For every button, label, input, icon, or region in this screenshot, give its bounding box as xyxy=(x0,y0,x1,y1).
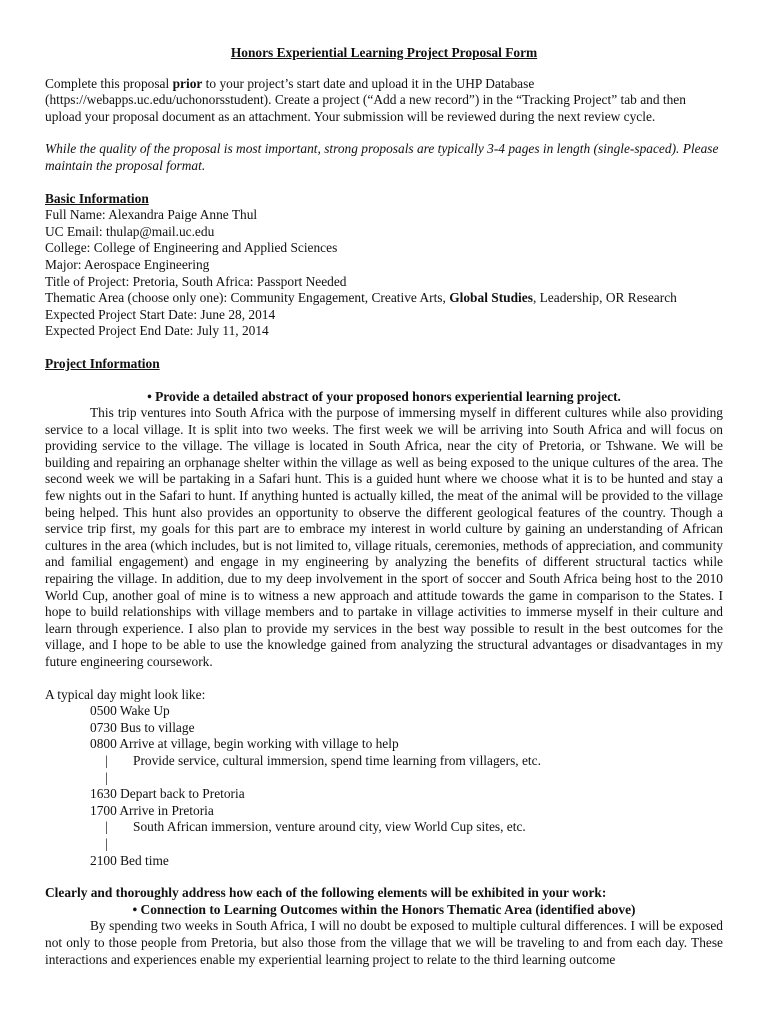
schedule-city-activities xyxy=(90,819,723,836)
form-title: Honors Experiential Learning Project Proposal Form xyxy=(230,45,538,60)
elements-heading: Clearly and thoroughly address how each of the following elements will be exhibited in your work: xyxy=(45,885,607,901)
basic-info-heading: Basic Information xyxy=(45,190,149,206)
connection-text: By spending two weeks in South Africa, I will no doubt be exposed to multiple cultural differences. I will be exposed not only to those people from Pretoria, but also those from the village that we will be traveling to and from each day. These interactions and experiences enable my experiential learning project to relate to the third learning outcome xyxy=(45,918,723,967)
intro-bold-prior: prior xyxy=(172,75,203,91)
start-date: Expected Project Start Date: June 28, 2014 xyxy=(45,306,276,322)
timeline-bar: | xyxy=(105,835,108,851)
schedule-bus: 0730 Bus to village xyxy=(90,719,195,735)
thematic-text-start: Thematic Area (choose only one): Community Engagement, Creative Arts, xyxy=(45,290,450,306)
intro-paragraph xyxy=(45,76,723,126)
college: College: College of Engineering and Applied Sciences xyxy=(45,240,338,256)
project-title: Title of Project: Pretoria, South Africa: Passport Needed xyxy=(45,273,347,289)
schedule-intro: A typical day might look like: xyxy=(45,686,206,702)
abstract-prompt: • Provide a detailed abstract of your proposed honors experiential learning project. xyxy=(147,388,621,404)
connection-heading: • Connection to Learning Outcomes within the Honors Thematic Area (identified above) xyxy=(132,901,636,917)
timeline-bar: | xyxy=(105,752,108,768)
schedule-village-activities xyxy=(90,753,723,770)
timeline-bar: | xyxy=(105,769,108,785)
daily-schedule xyxy=(45,703,723,869)
thematic-text-end: , Leadership, OR Research xyxy=(532,290,677,306)
project-info-heading: Project Information xyxy=(45,355,160,371)
timeline-bar: | xyxy=(105,819,108,835)
thematic-area xyxy=(45,290,723,307)
schedule-bed: 2100 Bed time xyxy=(90,852,169,868)
major: Major: Aerospace Engineering xyxy=(45,256,210,272)
intro-text-end: to your project’s start date and upload it in the UHP Database (https://webapps.uc.edu/uchonorsstudent). Create a project (“Add a new record”) in the “Tracking Project” tab and then upload your proposal document as an attachment. Your submission will be reviewed during the next review cycle. xyxy=(45,75,686,124)
length-note: While the quality of the proposal is most important, strong proposals are typically 3-4 pages in length (single-spaced). Please maintain the proposal format. xyxy=(45,141,719,173)
schedule-wake: 0500 Wake Up xyxy=(90,703,170,719)
full-name: Full Name: Alexandra Paige Anne Thul xyxy=(45,207,258,223)
schedule-immersion-text: South African immersion, venture around city, view World Cup sites, etc. xyxy=(133,819,526,835)
schedule-depart: 1630 Depart back to Pretoria xyxy=(90,786,245,802)
end-date: Expected Project End Date: July 11, 2014 xyxy=(45,323,269,339)
intro-text-start: Complete this proposal xyxy=(45,75,173,91)
abstract-text: This trip ventures into South Africa with the purpose of immersing myself in different cultures while also providing service to a local village. It is split into two weeks. The first week we will be arriving into South Africa and will focus on providing service to the village. The village is located in South Africa, near the city of Pretoria, or Tshwane. We will be building and repairing an orphanage shelter within the village as well as being exposed to the unique cultures of the area. The second week we will be partaking in a Safari hunt. This is a guided hunt where we choose what it is to be hunted and stay a few nights out in the Safari to hunt. If anything hunted is actually killed, the meat of the animal will be provided to the village being helped. This hunt also provides an opportunity to observe the different geological features of the country. Though a service trip first, my goals for this part are to embrace my interest in world culture by gaining an understanding of African cultures in the area (which includes, but is not limited to, village rituals, ceremonies, methods of appreciation, and community and familial engagement) and engage in my engineering by analyzing the benefits of different structural tactics while repairing the village. In addition, due to my deep involvement in the sport of soccer and South Africa being host to the 2010 World Cup, another goal of mine is to witness a new approach and attitude towards the game in comparison to the States. I hope to build relationships with village members and to partake in village activities to immerse myself in their culture and learn through experience. I also plan to provide my services in the best way possible to result in the best outcomes for the village, and I hope to be able to use the knowledge gained from analyzing the structural advantages or disadvantages in my future engineering coursework. xyxy=(45,405,723,669)
thematic-selected: Global Studies xyxy=(449,290,533,306)
uc-email: UC Email: thulap@mail.uc.edu xyxy=(45,223,215,239)
schedule-arrive-village: 0800 Arrive at village, begin working with village to help xyxy=(90,736,399,752)
schedule-service-text: Provide service, cultural immersion, spend time learning from villagers, etc. xyxy=(133,752,541,768)
schedule-arrive-pretoria: 1700 Arrive in Pretoria xyxy=(90,802,214,818)
